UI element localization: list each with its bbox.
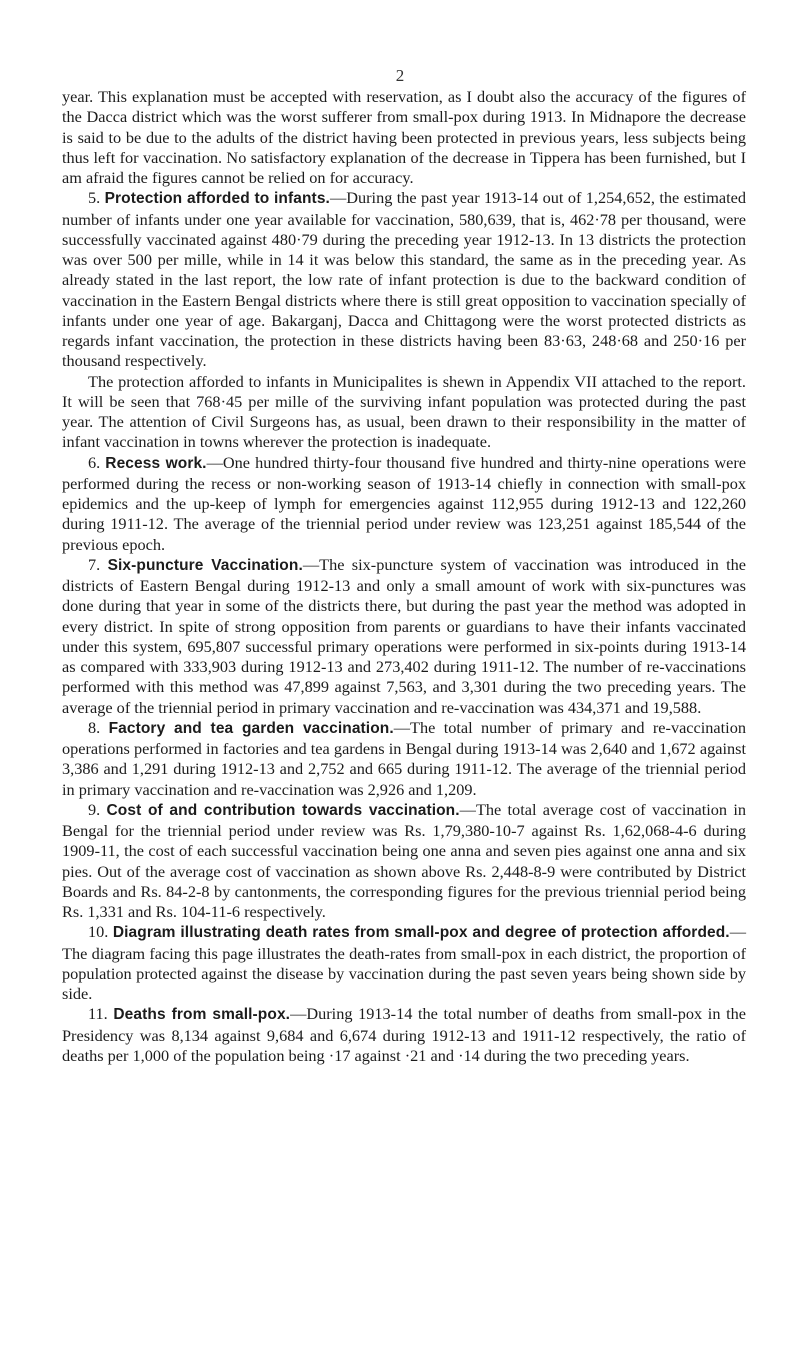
paragraph-text: year. This explanation must be accepted with reservation, as I doubt also the accuracy of the figures of the Dacca district which was the worst sufferer from small-pox during 1913. In Midnapore the decrease is said to be due to the adults of the district having been protected in previous years, less subjects being thus left for vaccination. No satisfactory explanation of the decrease in Tippera has been furnished, but I am afraid the figures cannot be relied on for accuracy. [62, 87, 746, 187]
section-heading: Deaths from small-pox. [113, 1006, 291, 1024]
paragraph-text: —During 1913-14 the total number of deaths from small-pox in the Presidency was 8,134 against 9,684 and 6,674 during 1912-13 and 1911-12 respectively, the ratio of deaths per 1,000 of the population being ·17 against ·21 and ·14 during the two preceding years. [62, 1004, 746, 1065]
paragraph-text: —During the past year 1913-14 out of 1,254,652, the estimated number of infants under one year available for vaccination, 580,639, that is, 462·78 per thousand, were successfully vaccinated against 480·79 during the preceding year 1912-13. In 13 districts the protection was over 500 per mille, while in 14 it was below this standard, the same as in the preceding year. As already stated in the last report, the low rate of infant protection is due to the backward condition of vaccination in the Eastern Bengal districts where there is still great opposition to vaccination specially of infants under one year of age. Bakarganj, Dacca and Chittagong were the worst protected districts as regards infant vaccination, the protection in these districts having been 83·63, 248·68 and 250·16 per thousand respectively. [62, 188, 747, 371]
section-heading: Cost of and contribution towards vaccination. [106, 801, 460, 819]
paragraph-number: 10. [88, 922, 109, 942]
paragraph-11-deaths-smallpox [62, 1004, 746, 1066]
page-number: 2 [395, 66, 405, 85]
paragraph-text: The protection afforded to infants in Municipalites is shewn in Appendix VII attached to the report. It will be seen that 768·45 per mille of the surviving infant population was protected during the past year. The attention of Civil Surgeons has, as usual, been drawn to their responsibility in the matter of infant vaccination in towns wherever the protection is inadequate. [62, 371, 746, 452]
paragraph-number: 7. [88, 554, 101, 574]
paragraph-text: —The six-puncture system of vaccination was introduced in the districts of Eastern Bengal during 1912-13 and only a small amount of work with six-punctures was done during that year in some of the districts there, but during the past year the method was adopted in every district. In spite of strong opposition from parents or guardians to have their infants vaccinated under this system, 695,807 successful primary operations were performed in six-points during 1913-14 as compared with 333,903 during 1912-13 and 273,402 during 1911-12. The number of re-vaccinations performed with this method was 47,899 against 7,563, and 3,301 during the two preceding years. The average of the triennial period in primary vaccination and re-vaccination was 434,371 and 19,588. [62, 554, 746, 717]
section-heading: Recess work. [105, 454, 207, 472]
paragraph-8-factory-tea-garden [62, 718, 746, 800]
paragraph-9-cost-contribution [62, 800, 746, 923]
paragraph-10-diagram [62, 922, 746, 1004]
paragraph-number: 8. [88, 717, 101, 737]
paragraph-number: 9. [88, 799, 101, 819]
section-heading: Factory and tea garden vaccination. [108, 719, 394, 737]
paragraph-text: —One hundred thirty-four thousand five hundred and thirty-nine operations were performed during the recess or non-working season of 1913-14 chiefly in connection with small-pox epidemics and the up-keep of lymph for emergencies against 112,955 during 1912-13 and 122,260 during 1911-12. The average of the triennial period under review was 123,251 against 185,544 of the previous epoch. [62, 452, 746, 554]
paragraph-6-recess-work [62, 453, 746, 555]
paragraph-municipalities [62, 372, 746, 453]
section-heading: Diagram illustrating death rates from small-pox and degree of protection afforded. [112, 924, 730, 942]
paragraph-text: —The diagram facing this page illustrates the death-rates from small-pox in each district, the proportion of population protected against the disease by vaccination during the past seven years being shown side by side. [62, 922, 746, 1003]
paragraph-text: —The total average cost of vaccination in Bengal for the triennial period under review was Rs. 1,79,380-10-7 against Rs. 1,62,068-4-6 during 1909-11, the cost of each successful vaccination being one anna and seven pies against one anna and six pies. Out of the average cost of vaccination as shown above Rs. 2,448-8-9 were contributed by District Boards and Rs. 84-2-8 by cantonments, the corresponding figures for the previous triennial period being Rs. 1,331 and Rs. 104-11-6 respectively. [62, 799, 746, 921]
paragraph-number: 5. [88, 188, 101, 208]
paragraph-5-protection-infants [62, 188, 746, 371]
paragraph-number: 6. [88, 452, 101, 472]
paragraph-continuation [62, 87, 746, 188]
paragraph-number: 11. [88, 1004, 108, 1024]
paragraph-text: —The total number of primary and re-vaccination operations performed in factories and tea gardens in Bengal during 1913-14 was 2,640 and 1,672 against 3,386 and 1,291 during 1912-13 and 2,752 and 665 during 1911-12. The average of the triennial period in primary vaccination and re-vaccination was 2,926 and 1,209. [62, 717, 746, 799]
section-heading: Six-puncture Vaccination. [107, 556, 303, 574]
paragraph-7-six-puncture [62, 555, 746, 718]
section-heading: Protection afforded to infants. [104, 190, 330, 208]
